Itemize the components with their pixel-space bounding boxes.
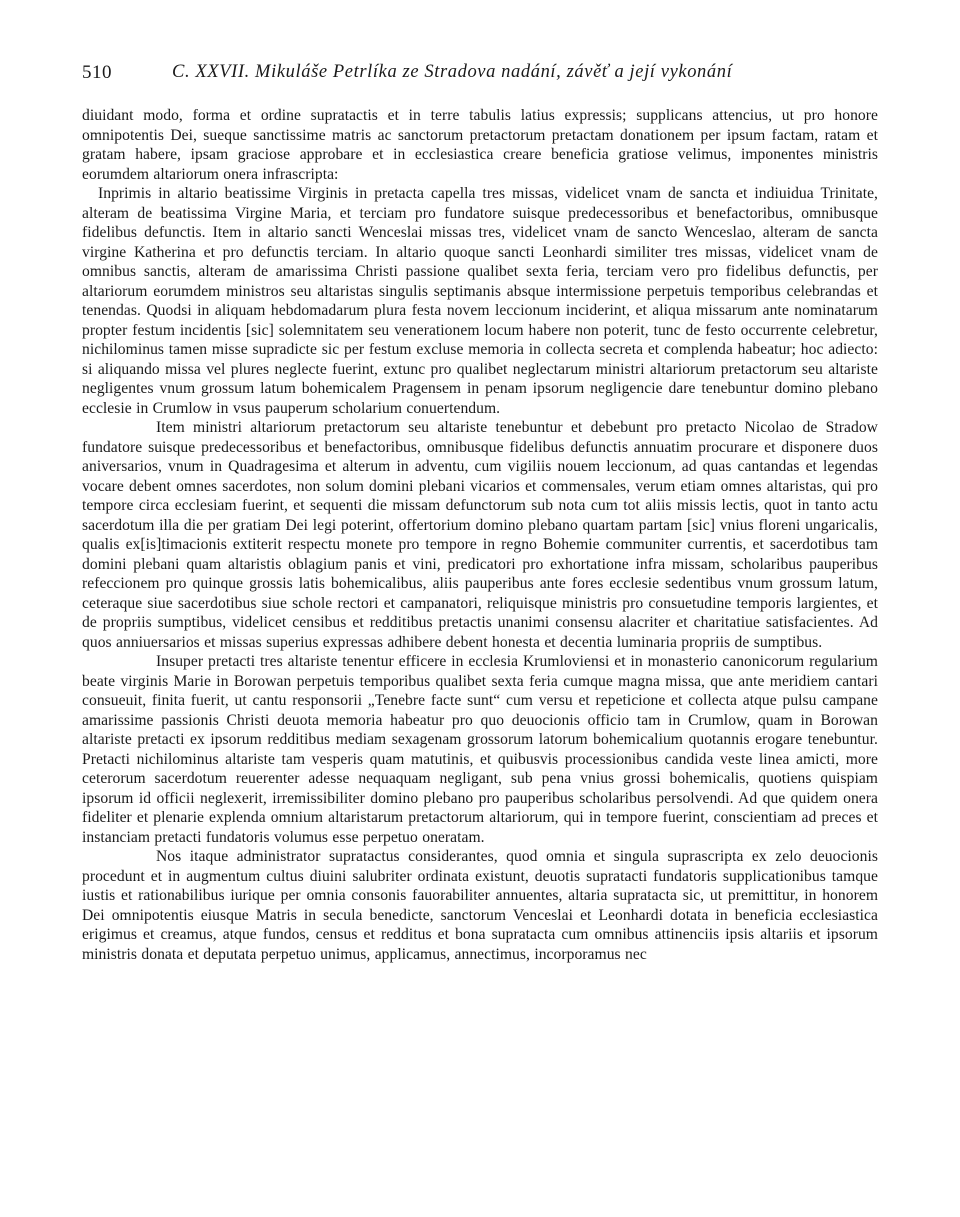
- paragraph-3: Item ministri altariorum pretactorum seu altariste tenebuntur et debebunt pro pretacto Nicolao de Stradow fundatore suisque predecessoribus et benefactoribus, omnibusque fidelibus defunctis annuatim procurare et disponere duos aniversarios, vnum in Quadragesima et alterum in adventu, cum vigiliis nouem leccionum, ad quas cantandas et legendas vocare debent omnes sacerdotes, non solum domini plebani vicarios et commensales, verum etiam omnes altaristas, qui pro tempore circa ecclesiam fuerint, et sequenti die missam defunctorum sub nota cum tot aliis missis lectis, quot in tanto actu sacerdotum illa die per gratiam Dei legi poterint, offertorium domino plebano quartam partam [sic] vnius floreni ungaricalis, qualis ex[is]timacionis extiterit respectu monete pro tempore in regno Bohemie communiter currentis, et sacerdotibus tam domini plebani quam altaristis oblagium panis et vini, predicatori pro exhortatione infra missam, scholaribus pauperibus refeccionem pro quinque grossis latis bohemicalibus, aliis pauperibus ante fores ecclesie sedentibus vnum grossum latum, ceteraque siue sacerdotibus siue schole rectori et campanatori, reliquisque ministris pro consuetudine temporis largientes, et de propriis sumptibus, videlicet censibus et redditibus pretactis unanimi consensu alacriter et charitatiue satisfacientes. Ad quos anniuersarios et missas superius expressas adhibere debent honesta et decentia luminaria propriis de sumptibus.: [82, 419, 878, 651]
- paragraph-1: diuidant modo, forma et ordine supratactis et in terre tabulis latius expressis; supplicans attencius, ut pro honore omnipotentis Dei, sueque sanctissime matris ac sanctorum pretactorum pretactam donationem per ipsum factam, ratam et gratam habere, ipsam graciose approbare et in ecclesiastica creare beneficia gratiose velimus, imponentes ministris eorumdem altariorum onera infrascripta:: [82, 107, 878, 183]
- body-text: [82, 106, 878, 964]
- page-number: 510: [82, 62, 112, 83]
- paragraph-4: Insuper pretacti tres altariste tenentur efficere in ecclesia Krumloviensi et in monasterio canonicorum regularium beate virginis Marie in Borowan perpetuis temporibus qualibet sexta feria cumque magna missa, que ante meridiem cantari consueuit, finita fuerit, ut cantu responsorii „Tenebre facte sunt“ cum versu et repeticione et collecta atque pulsu campane amarissime passionis Christi deuota memoria habeatur pro quo deuocionis officio tam in Crumlow, quam in Borowan altariste pretacti ex ipsorum redditibus mediam sexagenam grossorum latorum bohemicalium quotannis erogare tenebuntur. Pretacti nichilominus altariste tam vesperis quam matutinis, et quibusvis processionibus candida veste linea amicti, more ceterorum sacerdotum reuerenter adesse nequaquam negligant, sub pena vnius grossi bohemicalis, quotiens quispiam ipsorum id officii neglexerit, irremissibiliter domino plebano pro pauperibus scholaribus persolvendi. Ad que quidem onera fideliter et plenarie explenda omnium altaristarum pretactorum altariorum, qui in tempore fuerint, conscientiam ad preces et instanciam pretacti fundatoris volumus esse perpetuo oneratam.: [82, 653, 878, 846]
- running-head: [82, 62, 878, 88]
- document-page: [82, 62, 878, 964]
- paragraph-2: Inprimis in altario beatissime Virginis in pretacta capella tres missas, videlicet vnam de sancta et indiuidua Trinitate, alteram de beatissima Virgine Maria, et terciam pro fundatore suisque predecessoribus et benefactoribus, omnibusque fidelibus defunctis. Item in altario sancti Wenceslai missas tres, videlicet vnam de sancto Wenceslao, alteram de sancta virgine Katherina et pro defunctis terciam. In altario quoque sancti Leonhardi similiter tres missas, videlicet vnam de omnibus sanctis, alteram de amarissima Christi passione qualibet sexta feria, terciam vero pro fidelibus defunctis, per altariorum eorumdem ministros seu altaristas singulis septimanis absque intermissione perpetuis temporibus celebrandas et tenendas. Quodsi in aliquam hebdomadarum plura festa novem leccionum inciderint, et aliqua missarum ante nominatarum propter festum incidentis [sic] solemnitatem seu venerationem locum habere non poterit, tunc de festo occurrente celebretur, nichilominus tamen misse supradicte sic per festum excluse memoria in collecta secreta et complenda habeatur; hoc adiecto: si aliquando missa vel plures neglecte fuerint, extunc pro qualibet neglectarum ministri altariorum pretactorum seu altariste negligentes vnum grossum latum bohemicalem Pragensem in penam ipsorum negligencie dare tenebuntur domino plebano ecclesie in Crumlow in vsus pauperum scholarium conuertendum.: [82, 185, 878, 417]
- paragraph-5: Nos itaque administrator supratactus considerantes, quod omnia et singula suprascripta ex zelo deuocionis procedunt et in augmentum cultus diuini salubriter ordinata existunt, deuotis supratacti fundatoris supplicationibus tamque iustis et rationabilibus iurique per omnia consonis fauorabiliter annuentes, altaria supratacta sic, ut premittitur, in honorem Dei omnipotentis eiusque Matris in secula benedicte, sanctorum Venceslai et Leonhardi dotata in beneficia ecclesiastica erigimus et creamus, atque fundos, census et redditus et bona supratacta cum omnibus attinenciis ipsis altariis et ipsorum ministris donata et deputata perpetuo unimus, applicamus, annectimus, incorporamus nec: [82, 848, 878, 963]
- running-head-title: C. XXVII. Mikuláše Petrlíka ze Stradova nadání, závěť a její vykonání: [172, 62, 733, 82]
